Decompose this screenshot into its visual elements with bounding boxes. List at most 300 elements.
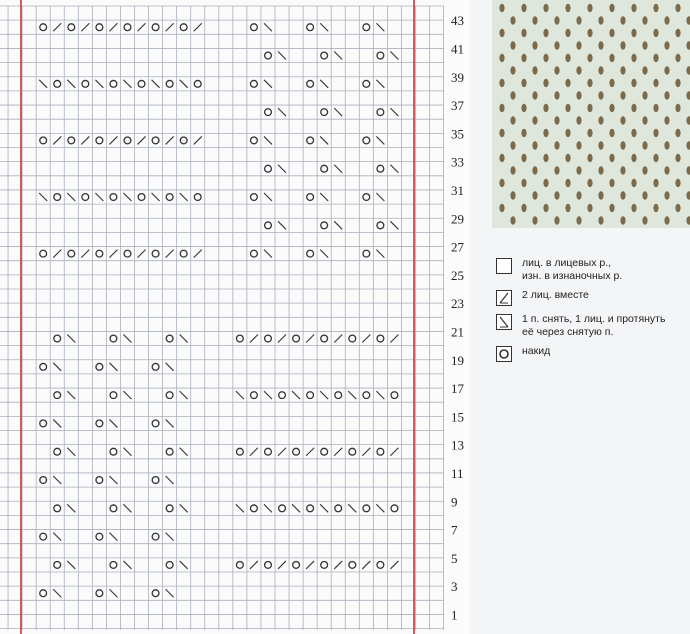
yarn-over-icon (68, 24, 75, 31)
k2tog-icon (496, 290, 512, 306)
lace-hole (620, 91, 625, 99)
lace-hole (609, 29, 614, 37)
lace-hole (532, 216, 537, 224)
row-number-label: 27 (451, 239, 464, 255)
ssk-icon (348, 504, 356, 512)
lace-hole (609, 154, 614, 162)
row-number-label: 5 (451, 550, 458, 566)
k2tog-icon (250, 335, 258, 343)
lace-hole (675, 79, 680, 87)
lace-hole (609, 79, 614, 87)
lace-hole (664, 141, 669, 149)
k2tog-icon (166, 136, 174, 144)
lace-hole (642, 91, 647, 99)
ssk-icon (264, 504, 272, 512)
yarn-over-icon (68, 137, 75, 144)
yarn-over-icon (391, 505, 398, 512)
ssk-icon (320, 80, 328, 88)
row-number-label: 33 (451, 154, 464, 170)
lace-hole (499, 4, 504, 12)
yarn-over-icon (40, 250, 47, 257)
k2tog-icon (138, 23, 146, 31)
lace-hole (620, 141, 625, 149)
lace-hole (631, 179, 636, 187)
yarn-over-icon (152, 363, 159, 370)
lace-hole (510, 141, 515, 149)
yarn-over-icon (279, 505, 286, 512)
k2tog-icon (250, 448, 258, 456)
yarn-over-icon (321, 52, 328, 59)
lace-hole (653, 29, 658, 37)
lace-hole (598, 141, 603, 149)
yarn-over-icon (54, 448, 61, 455)
lace-hole (653, 79, 658, 87)
ssk-icon (166, 589, 174, 597)
ssk-icon (166, 419, 174, 427)
lace-hole (642, 116, 647, 124)
lace-hole (510, 91, 515, 99)
lace-hole (554, 166, 559, 174)
yarn-over-icon (166, 80, 173, 87)
ssk-icon (67, 80, 75, 88)
ssk-icon (67, 335, 75, 343)
k2tog-icon (278, 335, 286, 343)
ssk-icon (278, 52, 286, 60)
yarn-over-icon (68, 250, 75, 257)
row-number-label: 37 (451, 98, 464, 114)
lace-hole (532, 141, 537, 149)
ssk-icon (180, 561, 188, 569)
yarn-over-icon (265, 52, 272, 59)
yarn-over-icon (40, 590, 47, 597)
yarn-over-icon (251, 250, 258, 257)
yarn-over-icon (152, 590, 159, 597)
row-number-label: 29 (451, 211, 464, 227)
row-number-label: 23 (451, 296, 464, 312)
row-number-label: 19 (451, 352, 464, 368)
yarn-over-icon (166, 194, 173, 201)
ssk-icon (152, 193, 160, 201)
yarn-over-icon (251, 392, 258, 399)
lace-hole (620, 216, 625, 224)
k2tog-icon (109, 250, 117, 258)
yarn-over-icon (124, 250, 131, 257)
lace-hole (598, 66, 603, 74)
yarn-over-icon (54, 505, 61, 512)
k2tog-icon (81, 250, 89, 258)
lace-hole (543, 204, 548, 212)
legend (496, 256, 690, 368)
row-number-label: 11 (451, 465, 464, 481)
legend-item-knit (496, 256, 690, 280)
yarn-over-icon (293, 448, 300, 455)
lace-hole (675, 54, 680, 62)
lace-hole (499, 179, 504, 187)
lace-hole (532, 166, 537, 174)
yarn-over-icon (251, 505, 258, 512)
yarn-over-icon (152, 250, 159, 257)
lace-hole (609, 204, 614, 212)
ssk-icon (376, 23, 384, 31)
lace-hole (675, 204, 680, 212)
lace-hole (675, 29, 680, 37)
ssk-icon (390, 221, 398, 229)
ssk-icon (376, 391, 384, 399)
yarn-over-icon (166, 562, 173, 569)
lace-hole (675, 154, 680, 162)
lace-hole (642, 141, 647, 149)
lace-hole (543, 79, 548, 87)
row-number-label: 41 (451, 41, 464, 57)
lace-hole (554, 216, 559, 224)
k2tog-icon (53, 136, 61, 144)
ssk-icon (376, 504, 384, 512)
lace-hole (653, 204, 658, 212)
lace-hole (664, 166, 669, 174)
yarn-over-icon (54, 392, 61, 399)
lace-hole (576, 216, 581, 224)
lace-hole (653, 4, 658, 12)
lace-hole (587, 54, 592, 62)
k2tog-icon (334, 561, 342, 569)
ssk-icon (53, 363, 61, 371)
ssk-icon (53, 419, 61, 427)
lace-hole (510, 41, 515, 49)
lace-hole (664, 41, 669, 49)
lace-hole (664, 191, 669, 199)
lace-hole (576, 166, 581, 174)
yarn-over-icon (349, 335, 356, 342)
yarn-over-icon (265, 222, 272, 229)
k2tog-icon (362, 561, 370, 569)
yarn-over-icon (321, 222, 328, 229)
ssk-icon (292, 504, 300, 512)
ssk-icon (180, 448, 188, 456)
yarn-over-icon (96, 250, 103, 257)
ssk-icon (320, 193, 328, 201)
yarn-over-icon (96, 363, 103, 370)
yarn-over-icon (377, 109, 384, 116)
lace-hole (543, 4, 548, 12)
lace-hole (532, 116, 537, 124)
lace-hole (543, 104, 548, 112)
yarn-over-icon (82, 194, 89, 201)
yarn-over-icon (391, 392, 398, 399)
yarn-over-icon (166, 335, 173, 342)
lace-hole (521, 129, 526, 137)
yarn-over-icon (251, 24, 258, 31)
yarn-over-icon (335, 392, 342, 399)
lace-hole (565, 154, 570, 162)
row-number-label: 17 (451, 381, 464, 397)
lace-hole (675, 4, 680, 12)
legend-item-yo (496, 344, 690, 360)
yarn-over-icon (152, 477, 159, 484)
ssk-icon (67, 504, 75, 512)
lace-hole (642, 191, 647, 199)
lace-hole (543, 154, 548, 162)
lace-hole (598, 191, 603, 199)
lace-hole (631, 204, 636, 212)
yarn-over-icon (40, 363, 47, 370)
yarn-over-icon (40, 477, 47, 484)
yarn-over-icon (307, 137, 314, 144)
lace-hole (543, 129, 548, 137)
lace-hole (532, 91, 537, 99)
k2tog-icon (278, 561, 286, 569)
yarn-over-icon (166, 505, 173, 512)
lace-hole (642, 216, 647, 224)
lace-hole (554, 66, 559, 74)
lace-hole (631, 154, 636, 162)
row-number-label: 25 (451, 267, 464, 283)
ssk-icon (39, 193, 47, 201)
ssk-icon (334, 221, 342, 229)
yarn-over-icon (166, 448, 173, 455)
yarn-over-icon (307, 505, 314, 512)
k2tog-icon (306, 448, 314, 456)
yarn-over-icon (138, 194, 145, 201)
lace-hole (664, 116, 669, 124)
legend-text: её через снятую п. (522, 326, 614, 338)
ssk-icon (320, 136, 328, 144)
ssk-icon (278, 108, 286, 116)
yarn-over-icon (54, 562, 61, 569)
yarn-over-icon (251, 137, 258, 144)
ssk-icon (320, 391, 328, 399)
lace-hole (587, 204, 592, 212)
legend-item-k2tog (496, 288, 690, 304)
ssk-icon (53, 589, 61, 597)
ssk-icon (390, 108, 398, 116)
yarn-over-icon (124, 137, 131, 144)
yarn-over-icon (40, 137, 47, 144)
lace-hole (642, 41, 647, 49)
yarn-over-icon (321, 335, 328, 342)
k2tog-icon (194, 23, 202, 31)
lace-hole (631, 4, 636, 12)
legend-text: накид (522, 345, 551, 357)
yarn-over-icon (152, 137, 159, 144)
yarn-over-icon (110, 392, 117, 399)
yarn-over-icon (110, 448, 117, 455)
ssk-icon (180, 504, 188, 512)
ssk-icon (334, 52, 342, 60)
ssk-icon (376, 250, 384, 258)
lace-hole (587, 4, 592, 12)
lace-hole (532, 41, 537, 49)
ssk-icon (95, 193, 103, 201)
lace-hole (499, 54, 504, 62)
k2tog-icon (334, 335, 342, 343)
lace-hole (543, 54, 548, 62)
ssk-icon (496, 314, 512, 330)
yarn-over-icon (236, 335, 243, 342)
lace-hole (653, 179, 658, 187)
yarn-over-icon (54, 80, 61, 87)
ssk-icon (390, 52, 398, 60)
ssk-icon (95, 80, 103, 88)
k2tog-icon (278, 448, 286, 456)
yarn-over-icon (377, 448, 384, 455)
ssk-icon (109, 533, 117, 541)
yarn-over-icon (265, 165, 272, 172)
lace-hole (510, 116, 515, 124)
lace-hole (664, 66, 669, 74)
k2tog-icon (81, 136, 89, 144)
ssk-icon (376, 80, 384, 88)
lace-hole (631, 54, 636, 62)
ssk-icon (264, 80, 272, 88)
yarn-over-icon (377, 52, 384, 59)
ssk-icon (376, 136, 384, 144)
k2tog-icon (334, 448, 342, 456)
legend-text: лиц. в лицевых р., (522, 257, 612, 269)
k2tog-icon (138, 250, 146, 258)
yarn-over-icon (110, 194, 117, 201)
lace-hole (587, 79, 592, 87)
yarn-over-icon (166, 392, 173, 399)
row-number-label: 21 (451, 324, 464, 340)
yarn-over-icon (363, 24, 370, 31)
k2tog-icon (390, 448, 398, 456)
lace-hole (653, 104, 658, 112)
yarn-over-icon (321, 562, 328, 569)
lace-hole (576, 41, 581, 49)
yarn-over-icon (54, 335, 61, 342)
lace-hole (521, 79, 526, 87)
yarn-over-icon (363, 250, 370, 257)
lace-hole (554, 141, 559, 149)
k2tog-icon (81, 23, 89, 31)
lace-hole (631, 79, 636, 87)
yarn-over-icon (293, 562, 300, 569)
yarn-over-icon (321, 109, 328, 116)
lace-hole (598, 16, 603, 24)
ssk-icon (109, 363, 117, 371)
yarn-over-icon (40, 24, 47, 31)
lace-hole (620, 166, 625, 174)
yarn-over-icon (363, 137, 370, 144)
yarn-over-icon (265, 562, 272, 569)
lace-hole (664, 16, 669, 24)
lace-hole (576, 116, 581, 124)
ssk-icon (53, 533, 61, 541)
ssk-icon (180, 335, 188, 343)
lace-hole (554, 41, 559, 49)
lace-hole (554, 191, 559, 199)
ssk-icon (67, 391, 75, 399)
yarn-over-icon (307, 80, 314, 87)
ssk-icon (109, 476, 117, 484)
legend-text: изн. в изнаночных р. (522, 270, 623, 282)
ssk-icon (292, 391, 300, 399)
ssk-icon (180, 80, 188, 88)
yarn-over-icon (82, 80, 89, 87)
ssk-icon (152, 80, 160, 88)
lace-hole (620, 191, 625, 199)
ssk-icon (123, 504, 131, 512)
yarn-over-icon (152, 24, 159, 31)
k2tog-icon (306, 561, 314, 569)
yarn-over-icon (96, 533, 103, 540)
ssk-icon (123, 80, 131, 88)
lace-hole (521, 29, 526, 37)
lace-hole (543, 29, 548, 37)
ssk-icon (320, 250, 328, 258)
ssk-icon (334, 108, 342, 116)
ssk-icon (264, 250, 272, 258)
lace-hole (653, 54, 658, 62)
lace-hole (554, 16, 559, 24)
lace-hole (521, 4, 526, 12)
yarn-over-icon (96, 477, 103, 484)
yarn-over-icon (180, 24, 187, 31)
k2tog-icon (390, 335, 398, 343)
yarn-over-icon (363, 80, 370, 87)
k2tog-icon (194, 136, 202, 144)
yarn-over-icon (321, 165, 328, 172)
ssk-icon (264, 136, 272, 144)
lace-hole (565, 54, 570, 62)
lace-texture (492, 0, 690, 228)
lace-hole (664, 216, 669, 224)
lace-hole (576, 141, 581, 149)
ssk-icon (264, 193, 272, 201)
lace-hole (620, 116, 625, 124)
ssk-icon (109, 589, 117, 597)
ssk-icon (264, 23, 272, 31)
lace-hole (499, 154, 504, 162)
yarn-over-icon (377, 222, 384, 229)
row-number-label: 15 (451, 409, 464, 425)
k2tog-icon (194, 250, 202, 258)
yarn-over-icon (363, 194, 370, 201)
lace-hole (598, 216, 603, 224)
lace-hole (631, 104, 636, 112)
lace-hole (609, 179, 614, 187)
k2tog-icon (109, 23, 117, 31)
lace-hole (565, 29, 570, 37)
knitted-sample-photo (492, 0, 690, 228)
lace-hole (521, 179, 526, 187)
k2tog-icon (138, 136, 146, 144)
yarn-over-icon (152, 420, 159, 427)
ssk-icon (123, 193, 131, 201)
row-number-label: 35 (451, 126, 464, 142)
row-number-label: 39 (451, 69, 464, 85)
k2tog-icon (362, 448, 370, 456)
yarn-over-icon (321, 448, 328, 455)
yarn-over-icon (96, 590, 103, 597)
yarn-over-icon (307, 250, 314, 257)
ssk-icon (390, 165, 398, 173)
yarn-over-icon (110, 562, 117, 569)
k2tog-icon (109, 136, 117, 144)
lace-hole (499, 129, 504, 137)
yarn-over-icon (363, 505, 370, 512)
ssk-icon (123, 561, 131, 569)
yarn-over-icon (251, 80, 258, 87)
lace-hole (576, 16, 581, 24)
row-number-label: 9 (451, 494, 458, 510)
lace-hole (565, 79, 570, 87)
ssk-icon (123, 448, 131, 456)
row-number-label: 7 (451, 522, 458, 538)
lace-hole (510, 191, 515, 199)
lace-hole (554, 91, 559, 99)
ssk-icon (348, 391, 356, 399)
